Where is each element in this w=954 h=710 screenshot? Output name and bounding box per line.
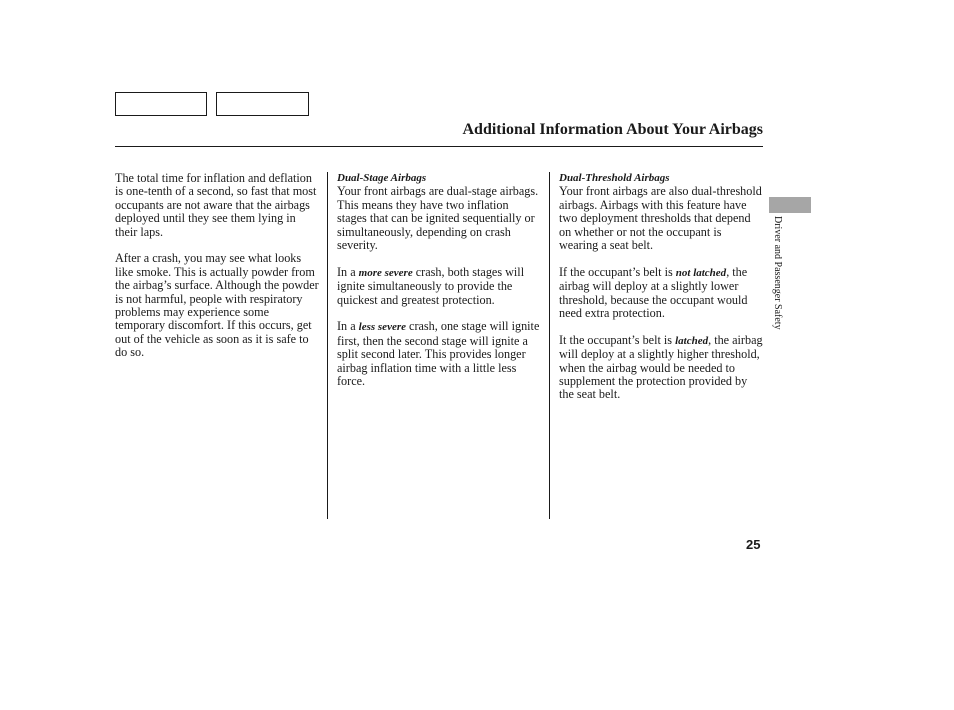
column-2 [337, 172, 541, 402]
more-severe-emphasis: more severe [358, 266, 413, 279]
page-title: Additional Information About Your Airbags [462, 121, 763, 138]
less-severe-emphasis: less severe [358, 321, 406, 334]
col3-paragraph-3 [559, 334, 763, 402]
col2-p2-post: crash, both stages will ignite simultaneously to provide the quickest and greatest protection. [337, 264, 525, 307]
column-divider-2 [549, 172, 550, 519]
col2-paragraph-3 [337, 320, 541, 388]
column-3 [559, 172, 763, 415]
nav-box-previous[interactable] [115, 92, 207, 116]
nav-box-next[interactable] [216, 92, 309, 116]
column-divider-1 [327, 172, 328, 519]
col1-paragraph-2: After a crash, you may see what looks like smoke. This is actually powder from the airbag’s surface. Although the powder is not harmful, people with respiratory problems may experience some temporary discomfort. If this occurs, get out of the vehicle as soon as it is safe to do so. [115, 251, 319, 360]
col3-p2-pre: If the occupant’s belt is [559, 264, 676, 279]
latched-emphasis: latched [675, 334, 709, 347]
column-1 [115, 172, 319, 373]
dual-threshold-heading: Dual-Threshold Airbags [559, 172, 670, 184]
col2-paragraph-1: Your front airbags are dual-stage airbags. This means they have two inflation stages that can be ignited sequentially or simultaneously, depending on crash severity. [337, 184, 539, 253]
col2-p2-pre: In a [337, 264, 359, 279]
not-latched-emphasis: not latched [675, 266, 727, 279]
col2-p3-post: crash, one stage will ignite first, then the second stage will ignite a split second later. This provides longer airbag inflation time with a little less force. [337, 319, 540, 389]
title-rule [115, 146, 763, 147]
section-tab[interactable] [769, 197, 811, 213]
col3-p3-post: , the airbag will deploy at a slightly higher threshold, when the airbag would be needed to supplement the protection provided by the seat belt. [559, 332, 763, 402]
col2-p3-pre: In a [337, 319, 359, 334]
col2-paragraph-2 [337, 266, 541, 307]
dual-stage-heading: Dual-Stage Airbags [337, 172, 427, 184]
page-number: 25 [746, 537, 761, 552]
col3-p3-pre: It the occupant’s belt is [559, 332, 676, 347]
col3-p2-post: , the airbag will deploy at a slightly lower threshold, because the occupant would need extra protection. [559, 264, 748, 321]
col3-paragraph-2 [559, 266, 763, 321]
col3-paragraph-1: Your front airbags are also dual-threshold airbags. Airbags with this feature have two deployment thresholds that depend on whether or not the occupant is wearing a seat belt. [559, 184, 762, 253]
col1-paragraph-1: The total time for inflation and deflation is one-tenth of a second, so fast that most occupants are not aware that the airbags deployed until they see them lying in their laps. [115, 171, 317, 239]
section-label: Driver and Passenger Safety [772, 216, 783, 330]
